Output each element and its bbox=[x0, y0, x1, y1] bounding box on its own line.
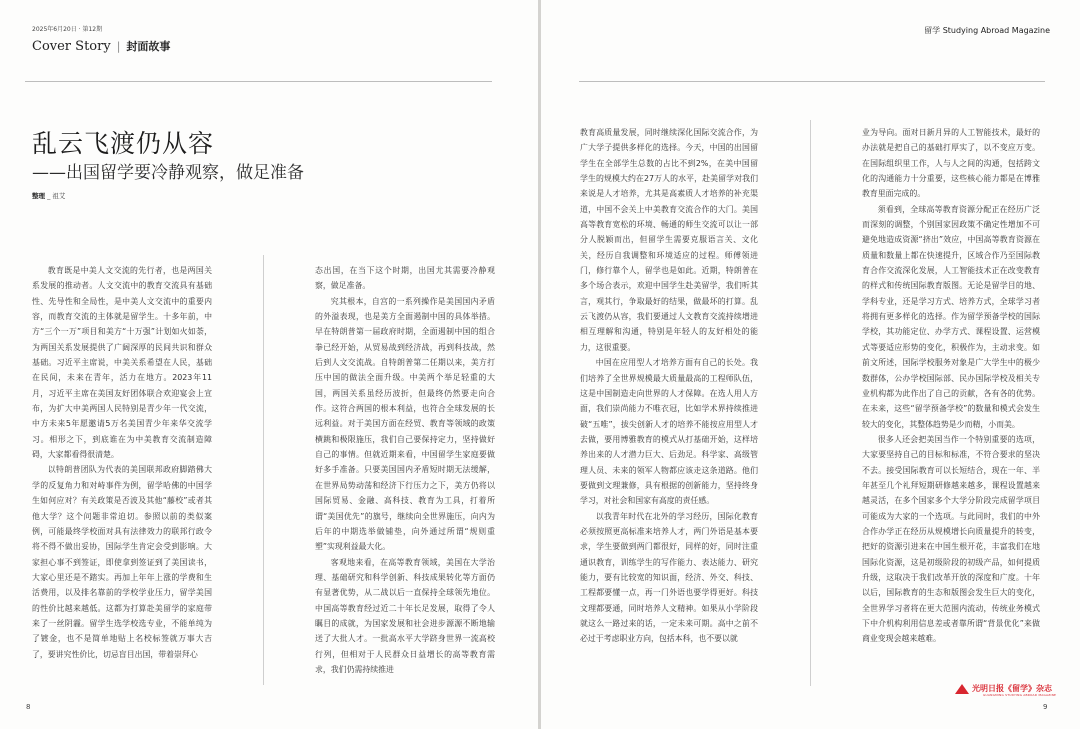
paragraph: 以我青年时代在北外的学习经历，国际化教育必须按照更高标准来培养人才，两门外语是基本要求，学生要做到两门都很好，同样的好，同时注重通识教育，训练学生的写作能力、表达能力、研究能力，要有比较宽的知识面，经济、外交、科技、工程都要懂一点，再一门外语也要学得更好。科技文理都要通，同时培养人文精神。如果从小学阶段就这么一路过来的话，一定未来可期。高中之前不必过于考虑职业方向，包括本科，也不要以就 bbox=[580, 511, 758, 644]
section-separator: | bbox=[116, 39, 121, 53]
paragraph: 教育高质量发展，同时继续深化国际交流合作，为广大学子提供多样化的选择。今天，中国的出国留学生在全部学生总数的占比不到2%，在美中国留学生的规模大约在27万人的水平，赴美留学对我们来说是人才培养，尤其是高素质人才培养的补充渠道，中国不会关上中美教育交流合作的大门。美国高等教育宽松的环境、畅通的师生交流可以让一部分人脱颖而出，但留学生需要克服语言关、文化关，经历自我调整和环境适应的过程。师傅领进门，修行靠个人，留学也是如此。近期，特朗普在多个场合表示，欢迎中国学生赴美留学，我们听其言，观其行，争取最好的结果，做最坏的打算。乱云飞渡仍从容，我们要通过人文教育交流持续增进相互理解和沟通，特别是年轻人的友好相处的能力，这很重要。 bbox=[580, 128, 758, 352]
logo-text: 光明日报《留学》杂志 bbox=[972, 683, 1052, 693]
article-column-2 bbox=[315, 263, 495, 683]
paragraph: 中国在应用型人才培养方面有自己的长处。我们培养了全世界规模最大质量最高的工程师队伍，这是中国制造走向世界的人才保障。在选人用人方面，我们崇尚能力不唯衣冠，比如学术界持续推进破“五唯”，拔尖创新人才的培养不能按应用型人才去做，要用博雅教育的模式从打基础开始，这样培养出来的人才潜力巨大、后劲足。科学家、高级管理人员、未来的领军人物都应该走这条道路。他们要做到文理兼修，具有根据的创新能力，坚持终身学习，对社会和国家有高度的责任感。 bbox=[580, 358, 758, 506]
byline bbox=[32, 191, 65, 200]
article-title: 乱云飞渡仍从容 bbox=[32, 129, 215, 158]
header-rule bbox=[579, 81, 1045, 82]
logo-subtext: GUANGMING STUDYING ABROAD MAGAZINE bbox=[983, 693, 1057, 697]
section-title-en: Cover Story bbox=[32, 38, 111, 54]
article-column-1 bbox=[32, 263, 212, 683]
paragraph: 教育既是中美人文交流的先行者，也是两国关系发展的推动者。人文交流中的教育交流具有基础性、先导性和全局性，是中美人文交流中的重要内容，而教育交流的主体就是留学生。十多年前，中方“三个一万”项目和美方“十万强”计划如火如荼，为两国关系发展提供了广阔深厚的民间共识和群众基础。习近平主席说，中美关系希望在人民，基础在民间，未来在青年，活力在地方。2023年11月，习近平主席在美国友好团体联合欢迎宴会上宣布，为扩大中美两国人民特别是青少年一代交流，中方未来5年愿邀请5万名美国青少年来华交流学习。相形之下，到底谁在为中美教育交流制造障碍，大家都看得很清楚。 bbox=[32, 266, 212, 460]
paragraph: 很多人还会把美国当作一个特别重要的选项，大家要坚持自己的目标和标准，不符合要求的坚决不去。接受国际教育可以长短结合，现在一年、半年甚至几个礼拜短期研修越来越多，课程设置越来越灵活，在多个国家多个大学分阶段完成留学项目可能成为大家的一个选项。与此同时，我们的中外合作办学正在经历从规模增长向质量提升的转变，把好的资源引进来在中国生根开花，丰富我们在地国际化资源，这是初级阶段的初级产品，如何提质升级，这取决于我们改革开放的深度和广度。十年以后，国际教育的生态和版图会发生巨大的变化，全世界学习者将在更大范围内流动，传统业务模式下中介机构利用信息差或者靠所谓“背景优化”来做商业变现会越来越难。 bbox=[862, 434, 1040, 644]
magazine-name: 留学 Studying Abroad Magazine bbox=[924, 26, 1050, 35]
column-divider bbox=[810, 120, 811, 686]
byline-name: 祖艾 bbox=[52, 192, 66, 200]
paragraph: 业为导向。面对日新月异的人工智能技术，最好的办法就是把自己的基础打厚实了，以不变应万变。在国际组织里工作，人与人之间的沟通，包括跨文化的沟通能力十分重要，这些核心能力都是在博雅教育里面完成的。 bbox=[862, 128, 1040, 199]
section-title-zh: 封面故事 bbox=[126, 40, 171, 53]
paragraph: 须看到，全球高等教育资源分配正在经历广泛而深刻的调整，个别国家因政策不确定性增加不可避免地造成资源“挤出”效应，中国高等教育资源在质量和数量上都在快速提升，区域合作乃至国际教育合作交流深化发展，人工智能技术正在改变教育的样式和传统国际教育版图。无论是留学目的地、学科专业，还是学习方式、培养方式，全球学习者将拥有更多样化的选择。作为留学预备学校的国际学校，其功能定位、办学方式、课程设置、运营模式等要适应形势的变化，积极作为，主动求变。如前文所述，国际学校服务对象是广大学生中的极少数群体，公办学校国际部、民办国际学校及相关专业机构都为此作出了自己的贡献，各有各的优势。在未来，这些“留学预备学校”的数量和模式会发生较大的变化，其整体趋势是少而精，小而美。 bbox=[862, 204, 1040, 429]
left-page bbox=[0, 0, 538, 729]
logo-mark-icon bbox=[955, 682, 969, 694]
column-divider bbox=[263, 255, 264, 685]
byline-separator: _ bbox=[47, 192, 51, 200]
paragraph: 究其根本，自宫的一系列操作是美国国内矛盾的外溢表现，也是美方全面遏制中国的具体举措。早在特朗普第一届政府时期，全面遏制中国的组合拳已经开始，从贸易战到经济战，再到科技战，然后到人文交流战。自特朗普第二任期以来，美方打压中国的做法全面升级。中美两个举足轻重的大国，两国关系虽经历波折，但最终仍然要走向合作。这符合两国的根本利益，也符合全球发展的长远利益。对于美国方面在经贸、教育等领域的政策横跳和极限施压，我们自己要保持定力，坚持做好自己的事情。但就近期来看，中国留学生家庭要做好多手准备。只要美国国内矛盾短时期无法缓解，在世界局势动荡和经济下行压力之下，美方仍将以国际贸易、金融、高科技、教育为工具，打着所谓“美国优先”的旗号，继续向全世界施压，向内为后年的中期选举做铺垫，向外通过所谓“规则重塑”实现利益最大化。 bbox=[315, 296, 495, 552]
paragraph: 态出国，在当下这个时期，出国尤其需要冷静观察，做足准备。 bbox=[315, 266, 495, 291]
page-number-left: 8 bbox=[26, 703, 31, 711]
header-rule bbox=[25, 81, 492, 82]
article-column-4 bbox=[862, 125, 1040, 685]
paragraph: 客观地来看，在高等教育领域，美国在大学治理、基础研究和科学创新、科技成果转化等方面仍有显著优势，从二战以后一直保持全球领先地位。中国高等教育经过近二十年长足发展，取得了令人瞩目的成就，为国家发展和社会进步源源不断地输送了大批人才。一批高水平大学跻身世界一流高校行列，但相对于人民群众日益增长的高等教育需求，我们仍需持续推进 bbox=[315, 557, 495, 674]
issue-line: 2025年6月20日 · 第12期 bbox=[32, 26, 103, 33]
paragraph: 以特朗普团队为代表的美国联邦政府脚踏佛大学的反复角力和对峙事件为例，留学哈佛的中国学生如何应对？有关政策是否波及其他“藤校”或者其他大学？这个问题非常迫切。参照以前的类似案例，可能最终学校面对具有法律效力的联邦行政令将不得不做出妥协，国际学生肯定会受到影响。大家担心事不到签证，即使拿到签证到了美国读书，大家心里还是不踏实。再加上年年上涨的学费和生活费用，以及排名靠前的学校学业压力，留学美国的性价比越来越低。这都为打算赴美留学的家庭带来了一丝阴霾。留学生选学校选专业，不能单纯为了镀金，也不是简单地贴上名校标签就万事大吉了，要讲究性价比，切忌盲目出国，带着崇拜心 bbox=[32, 465, 212, 659]
byline-label: 整理 bbox=[32, 192, 45, 200]
article-column-3 bbox=[580, 125, 758, 685]
article-subtitle: ——出国留学要冷静观察，做足准备 bbox=[32, 163, 304, 183]
page-number-right: 9 bbox=[1043, 703, 1048, 711]
section-header bbox=[32, 38, 170, 54]
